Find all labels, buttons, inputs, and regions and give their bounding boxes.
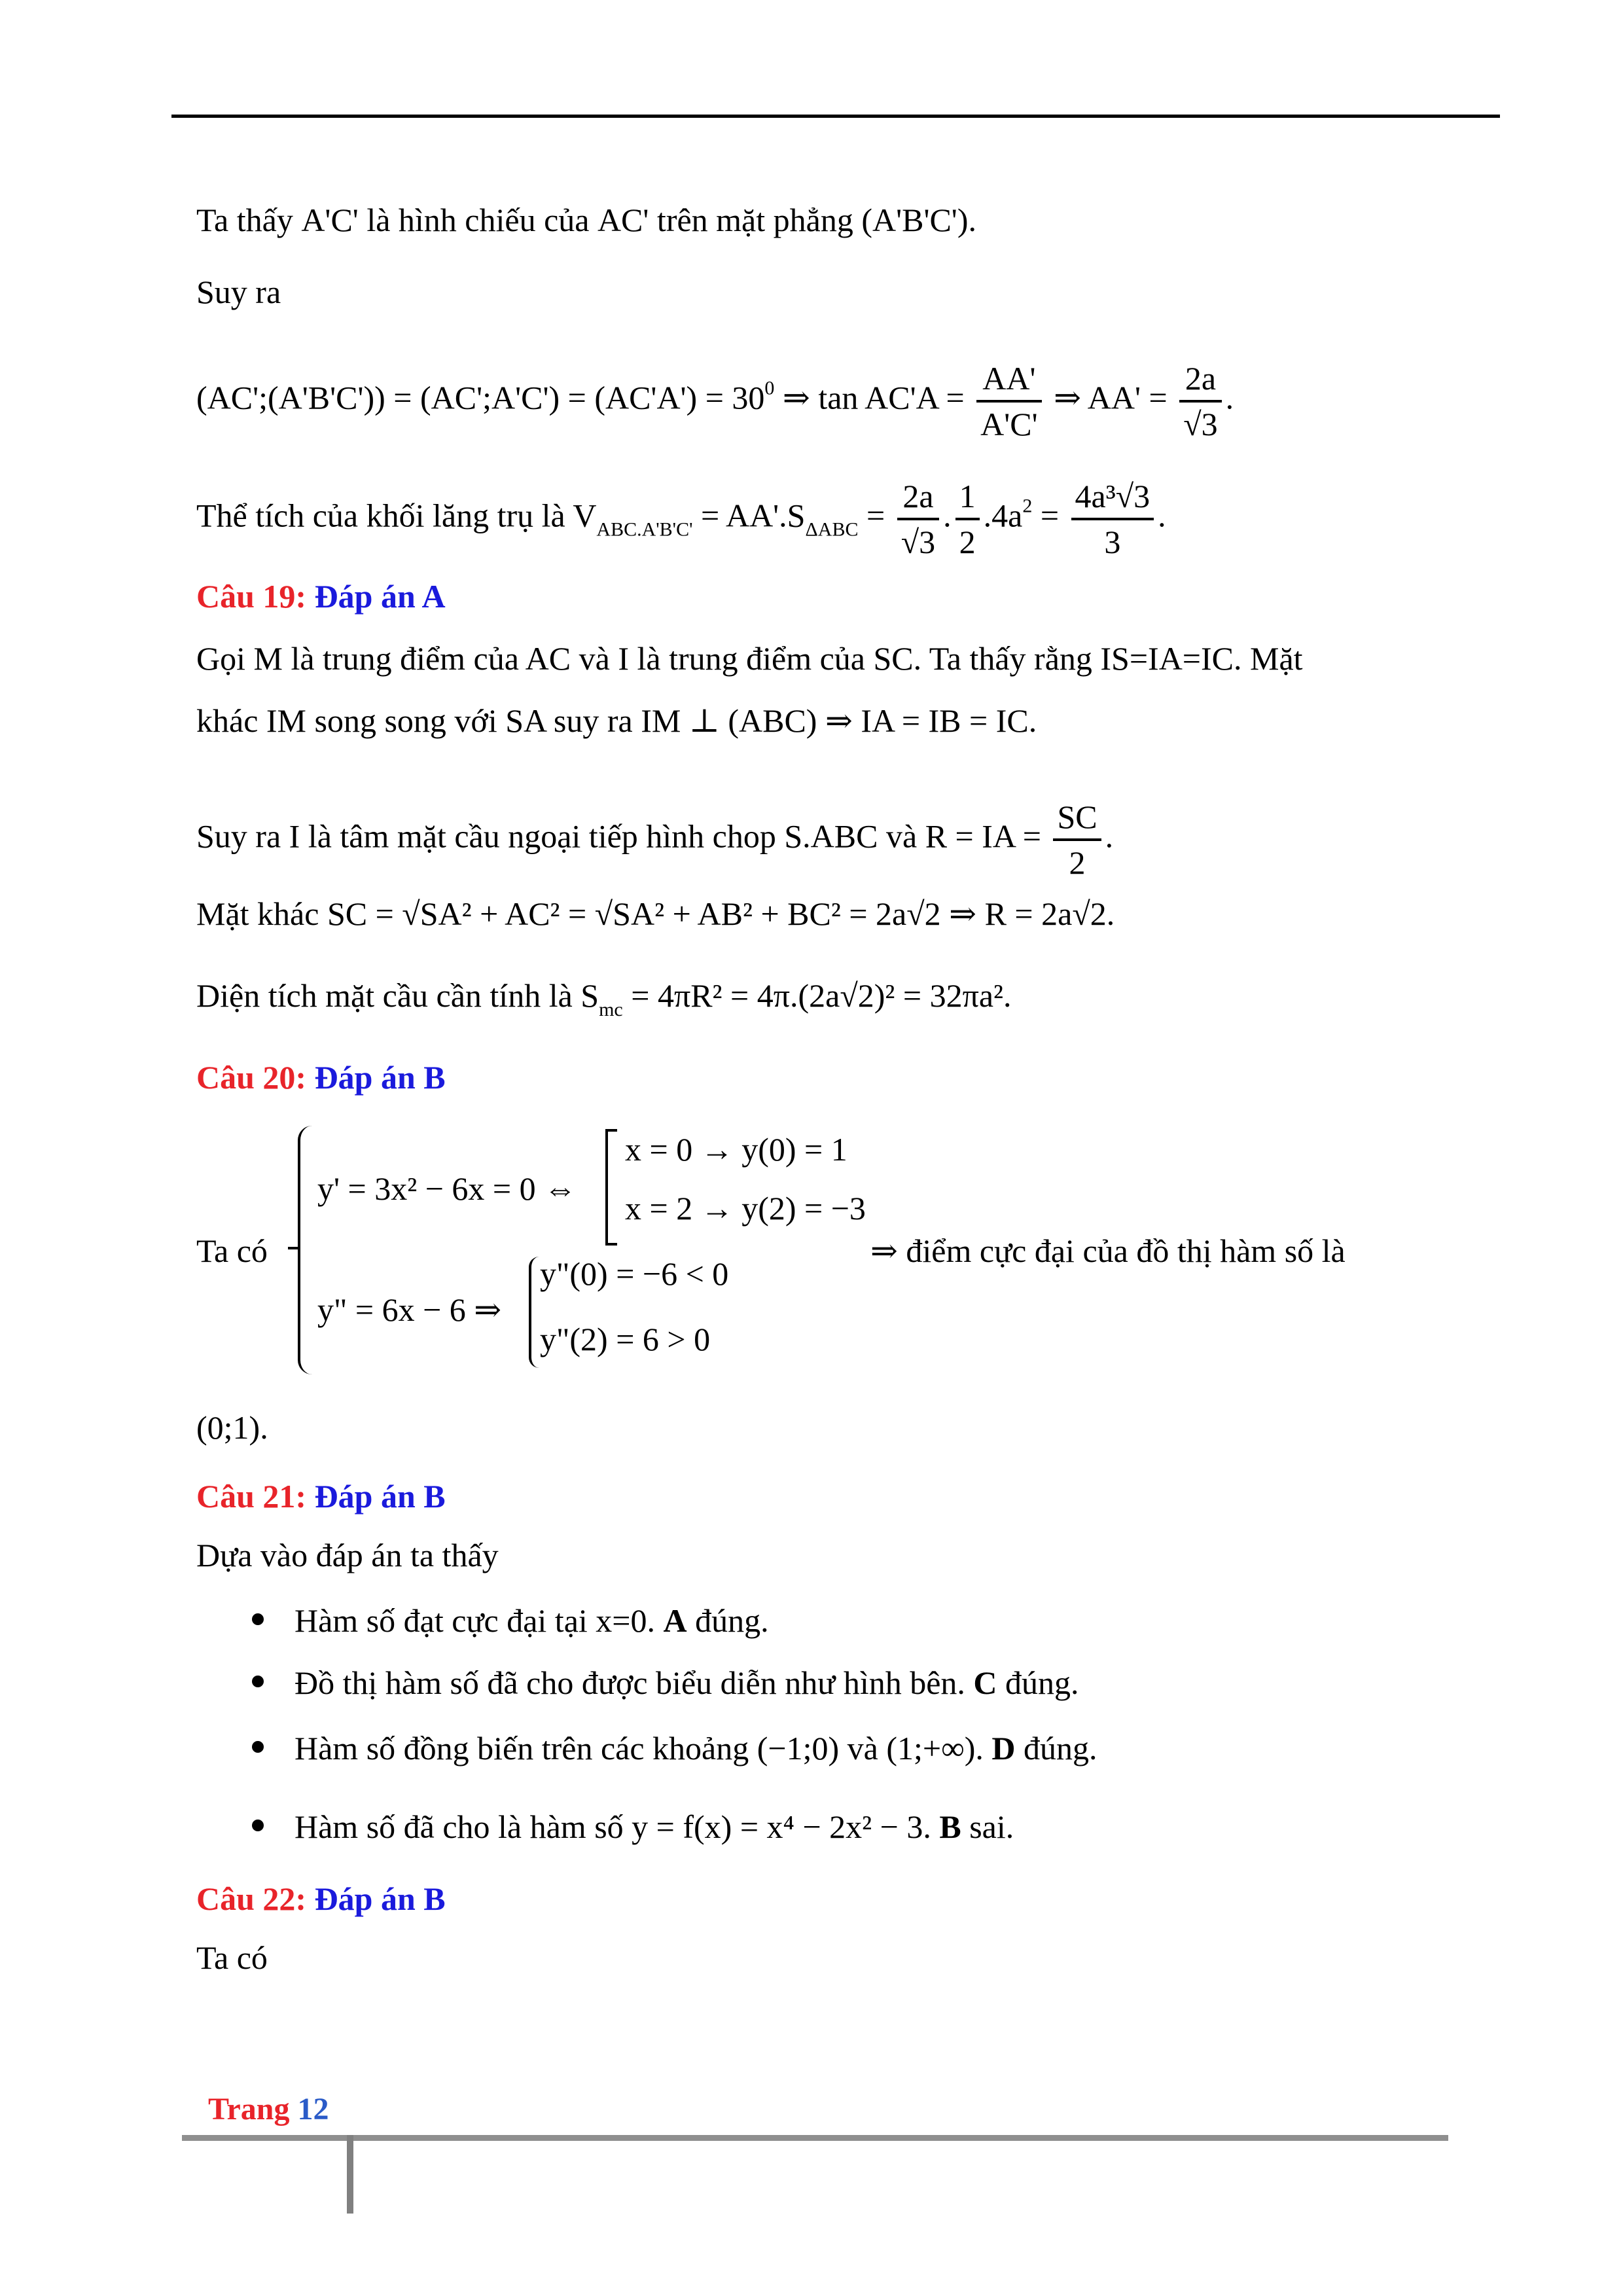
option-letter: B [939, 1808, 961, 1845]
text: Ta thấy [196, 202, 293, 238]
question-20-heading [196, 1057, 446, 1098]
math: S [580, 977, 599, 1014]
q19-para-1: Gọi M là trung điểm của AC và I là trung điểm của SC. Ta thấy rằng IS=IA=IC. Mặt [196, 640, 1303, 677]
math: (−1;0) [757, 1730, 840, 1767]
math: .4a [983, 497, 1023, 534]
math: R = IA = [925, 817, 1041, 855]
option-letter: D [991, 1730, 1016, 1767]
q21-bullet-1 [294, 1600, 769, 1641]
q20-case3: y"(0) = −6 < 0 [540, 1255, 729, 1292]
text: đúng. [1024, 1730, 1097, 1767]
q20-brace-tip [288, 1247, 300, 1249]
math: = 4πR² = 4π.(2a√2)² = 32πa². [631, 977, 1012, 1014]
q20-eq1: y' = 3x² − 6x = 0 ⇔ [317, 1170, 577, 1207]
text: đúng. [695, 1602, 769, 1639]
sub: mc [599, 999, 623, 1020]
q21-bullet-2 [294, 1662, 1079, 1703]
question-19-heading [196, 576, 446, 617]
bullet-icon [252, 1613, 264, 1625]
q21-bullet-3 [294, 1728, 1097, 1768]
math: (1;+∞). [886, 1730, 984, 1767]
page-num: 12 [297, 2092, 329, 2126]
fraction-sc [1053, 795, 1101, 884]
page-number [208, 2091, 329, 2127]
frac-num: 2a [897, 475, 939, 520]
math-plane: (A'B'C'). [861, 202, 976, 238]
frac-den: 3 [1104, 524, 1121, 560]
fraction-2a [897, 475, 939, 564]
q20-case4: y"(2) = 6 > 0 [540, 1321, 711, 1357]
text: Hàm số đã cho là hàm số [294, 1808, 624, 1845]
q19-para-2 [196, 700, 1037, 741]
q19-para-5 [196, 975, 1012, 1020]
frac-num: 4a³√3 [1071, 475, 1154, 520]
intro-line-1 [196, 200, 976, 240]
text: Diện tích mặt cầu cần tính là [196, 977, 573, 1014]
frac-num: AA' [976, 357, 1041, 403]
text: đúng. [1005, 1664, 1079, 1701]
angle-formula: (AC';(A'B'C')) = (AC';A'C') = $(AC'A') = 30^0$ ⇒ tan AC'A = $\frac{AA'}{A'C'}$ ⇒ AA' = $\frac{2a}{√3}$ . [196, 357, 1234, 446]
q20-point: (0;1). [196, 1409, 268, 1446]
q20-bracket [605, 1129, 617, 1246]
frac-num: SC [1053, 795, 1101, 841]
text: Mặt khác [196, 895, 319, 932]
question-21-heading [196, 1476, 446, 1516]
text: Đồ thị hàm số đã cho được biểu diễn như hình bên. [294, 1664, 965, 1701]
volume-formula: Thể tích của khối lăng trụ là $V_{ABC.A'B'C'} = AA'.S_{\Delta ABC}$ = $\frac{2a}{√3}$ . $\frac{1}{2}$ $.4a^2$ = $\frac{\text{4a³√3}}{3}$ . [196, 475, 1166, 564]
math: = AA'.S [701, 497, 806, 534]
q20-eq2: y" = 6x − 6 ⇒ [317, 1291, 502, 1328]
option-letter: A [663, 1602, 687, 1639]
page-word: Trang [208, 2092, 290, 2126]
fraction-aa [976, 357, 1041, 446]
frac-den: 2 [1069, 844, 1086, 881]
q21-bullet-4 [294, 1806, 1014, 1847]
fraction-result [1071, 475, 1154, 564]
q20-case2: x = 2 → y(2) = −3 [625, 1190, 866, 1227]
text: khác IM song song với SA suy ra [196, 702, 633, 739]
q21-intro: Dựa vào đáp án ta thấy [196, 1537, 499, 1573]
angle-chain: (AC';(A'B'C')) = (AC';A'C') = (AC'A') = 30 [196, 379, 765, 416]
frac-den: A'C' [980, 406, 1038, 442]
frac-num: 2a [1179, 357, 1221, 403]
q19-para-3: Suy ra I là tâm mặt cầu ngoại tiếp hình chop S.ABC và R = IA = $\frac{SC}{2}$ . [196, 795, 1113, 884]
frac-den: 2 [959, 524, 976, 560]
sub: ABC.A'B'C' [596, 518, 693, 541]
bullet-icon [252, 1676, 264, 1687]
text: và [847, 1730, 878, 1767]
math: y = f(x) = x⁴ − 2x² − 3. [632, 1808, 931, 1845]
q20-ta-co: Ta có [196, 1232, 268, 1269]
text: trên mặt phẳng [656, 202, 853, 238]
aa-eq: ⇒ AA' = [1054, 379, 1168, 416]
header-rule [171, 115, 1500, 118]
answer-label: Đáp án B [314, 1059, 446, 1096]
answer-label: Đáp án A [314, 578, 446, 615]
q19-para-4 [196, 893, 1115, 934]
text: Suy ra I là tâm mặt cầu ngoại tiếp hình chop [196, 817, 776, 855]
frac-den: √3 [1183, 406, 1218, 442]
bullet-icon [252, 1820, 264, 1831]
question-number: Câu 21: [196, 1478, 307, 1515]
question-22-heading [196, 1878, 446, 1919]
sub: ΔABC [805, 518, 859, 541]
q20-case1: x = 0 → y(0) = 1 [625, 1131, 847, 1168]
footer-divider [347, 2135, 353, 2214]
frac-num: 1 [955, 475, 980, 520]
fraction-2a [1179, 357, 1221, 446]
text: và [886, 817, 918, 855]
text: Thể tích của khối lăng trụ là [196, 497, 565, 534]
answer-label: Đáp án B [314, 1880, 446, 1917]
math: IM ⊥ (ABC) ⇒ IA = IB = IC. [641, 702, 1037, 739]
q20-outer-brace [298, 1126, 315, 1374]
footer-rule [182, 2135, 1448, 2141]
fraction-half [955, 475, 980, 564]
frac-den: √3 [901, 524, 936, 560]
intro-line-2: Suy ra [196, 274, 281, 310]
question-number: Câu 19: [196, 578, 307, 615]
math-a: A'C' [301, 202, 359, 238]
text: Hàm số đạt cực đại tại x=0. [294, 1602, 655, 1639]
math: S.ABC [784, 817, 878, 855]
text: sai. [969, 1808, 1014, 1845]
question-number: Câu 22: [196, 1880, 307, 1917]
bullet-icon [252, 1741, 264, 1753]
degree-sup: 0 [764, 377, 775, 399]
q22-intro: Ta có [196, 1939, 268, 1976]
text: là hình chiếu của [366, 202, 590, 238]
q20-conclusion: ⇒ điểm cực đại của đồ thị hàm số là [870, 1232, 1346, 1269]
option-letter: C [973, 1664, 997, 1701]
math: SC = √SA² + AC² = √SA² + AB² + BC² = 2a√2 ⇒ R = 2a√2. [327, 895, 1115, 932]
question-number: Câu 20: [196, 1059, 307, 1096]
math: V [573, 497, 597, 534]
answer-label: Đáp án B [314, 1478, 446, 1515]
text: Hàm số đồng biến trên các khoảng [294, 1730, 749, 1767]
math-b: AC' [597, 202, 649, 238]
tan-part: ⇒ tan AC'A = [782, 379, 965, 416]
